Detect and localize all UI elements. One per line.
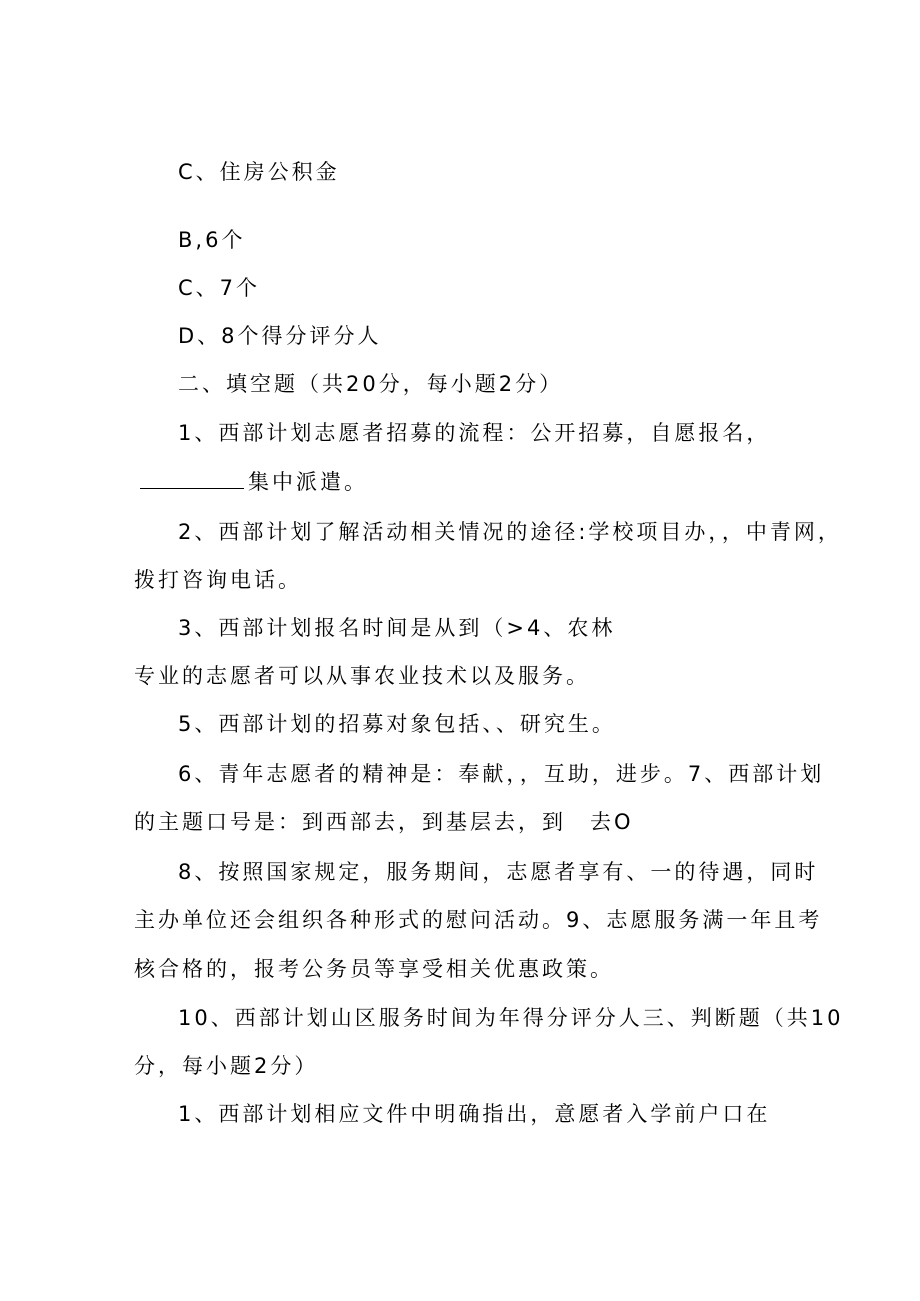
question-6-7-line-1: 6、青年志愿者的精神是：奉献，，互助，进步。7、西部计划 <box>178 762 825 786</box>
question-7-line-2: 的主题口号是：到西部去，到基层去，到 去O <box>134 810 634 834</box>
question-8-9-line-2: 主办单位还会组织各种形式的慰问活动。9、志愿服务满一年且考 <box>134 908 823 932</box>
question-1-line-1: 1、西部计划志愿者招募的流程：公开招募，自愿报名， <box>178 421 771 445</box>
question-2-line-1: 2、西部计划了解活动相关情况的途径:学校项目办，，中青网， <box>178 520 842 544</box>
question-4-line-2: 专业的志愿者可以从事农业技术以及服务。 <box>134 664 590 688</box>
section-heading-true-false-cont: 分，每小题2分） <box>134 1054 319 1078</box>
question-2-line-2: 拨打咨询电话。 <box>134 568 302 592</box>
question-8-line-1: 8、按照国家规定，服务期间，志愿者享有、一的待遇，同时 <box>178 860 819 884</box>
option-b-6: B,6个 <box>178 228 246 252</box>
option-c-housing-fund: C、住房公积金 <box>178 160 340 184</box>
section-heading-fill-in: 二、填空题（共20分，每小题2分） <box>178 372 564 396</box>
question-5: 5、西部计划的招募对象包括、、研究生。 <box>178 712 616 736</box>
question-3-4-line-1: 3、西部计划报名时间是从到（>4、农林 <box>178 616 616 640</box>
question-9-line-3: 核合格的，报考公务员等享受相关优惠政策。 <box>134 957 614 981</box>
answer-blank <box>140 468 244 489</box>
option-d-8-with-scorer: D、8个得分评分人 <box>178 324 382 348</box>
question-10-line-1: 10、西部计划山区服务时间为年得分评分人三、判断题（共10 <box>178 1006 844 1030</box>
true-false-question-1: 1、西部计划相应文件中明确指出，意愿者入学前户口在 <box>178 1102 771 1126</box>
question-1-tail: 集中派遣。 <box>248 470 368 494</box>
question-1-line-2 <box>140 468 368 496</box>
option-c-7: C、7个 <box>178 276 261 300</box>
